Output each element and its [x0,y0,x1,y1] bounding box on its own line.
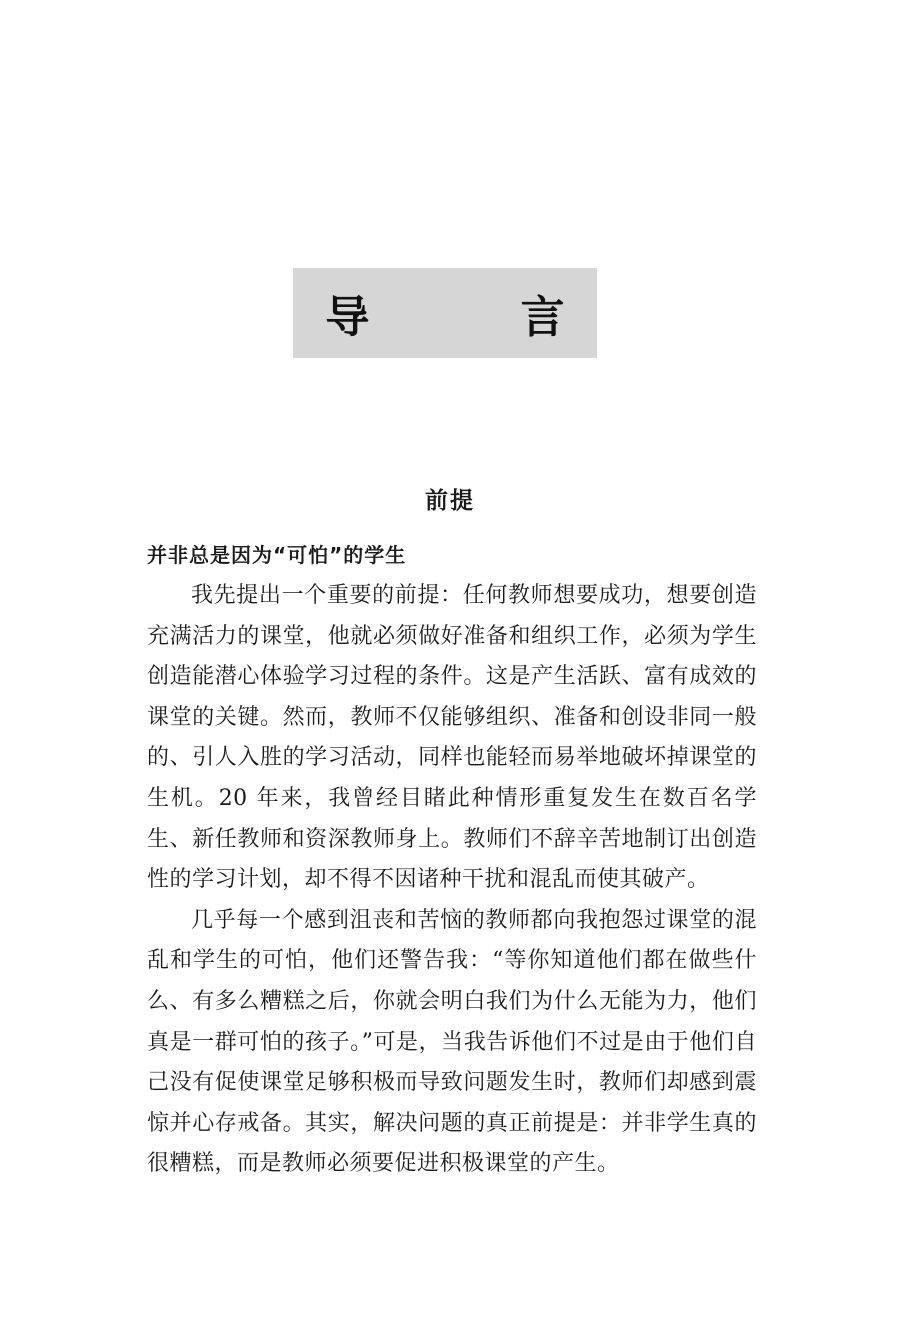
chapter-title: 导 言 [325,292,633,343]
paragraph-1: 我先提出一个重要的前提：任何教师想要成功，想要创造充满活力的课堂，他就必须做好准备和组织工作，必须为学生创造能潜心体验学习过程的条件。这是产生活跃、富有成效的课堂的关键。然而，教师不仅能够组织、准备和创设非同一般的、引人入胜的学习活动，同样也能轻而易举地破坏掉课堂的生机。20 年来，我曾经目睹此种情形重复发生在数百名学生、新任教师和资深教师身上。教师们不辞辛苦地制订出创造性的学习计划，却不得不因诸种干扰和混乱而使其破产。 [147,583,757,893]
chapter-title-box [293,268,633,358]
section-title: 前提 [425,488,475,514]
paragraph-2: 几乎每一个感到沮丧和苦恼的教师都向我抱怨过课堂的混乱和学生的可怕，他们还警告我：“等你知道他们都在做些什么、有多么糟糕之后，你就会明白我们为什么无能为力，他们真是一群可怕的孩子。”可是，当我告诉他们不过是由于他们自己没有促使课堂足够积极而导致问题发生时，教师们却感到震惊并心存戒备。其实，解决问题的真正前提是：并非学生真的很糟糕，而是教师必须要促进积极课堂的产生。 [147,907,757,1177]
subsection-title: 并非总是因为“可怕”的学生 [147,543,407,567]
body-text [147,576,757,1185]
